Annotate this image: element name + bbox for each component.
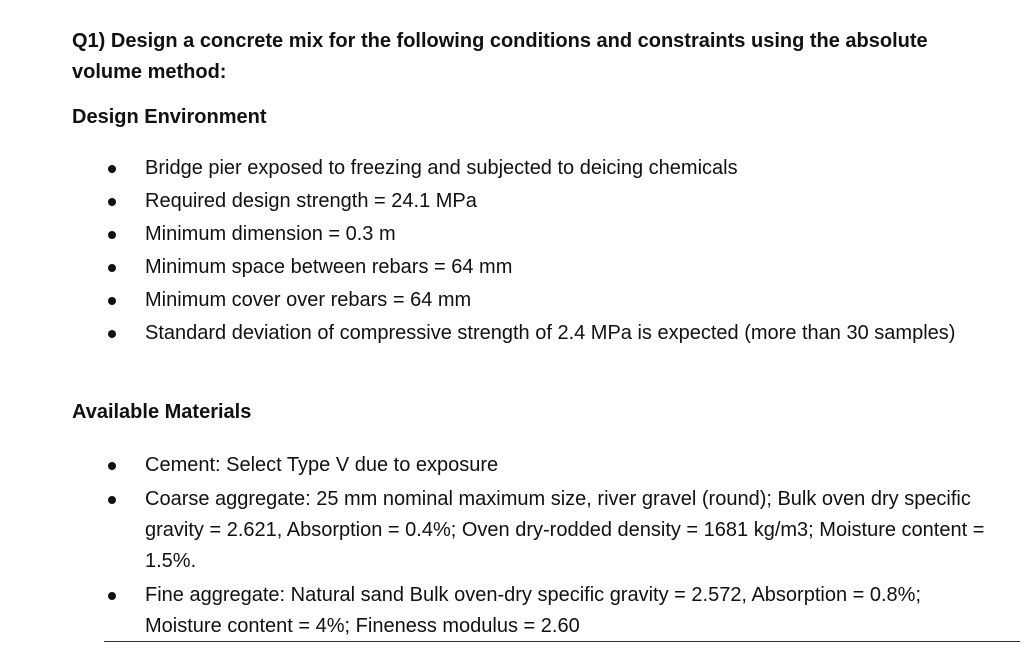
list-item-text: Cement: Select Type V due to exposure [145,454,499,476]
list-item-text: Minimum dimension = 0.3 m [145,223,396,245]
list-item-text: Coarse aggregate: 25 mm nominal maximum size, river gravel (round); Bulk oven dry specific gravity = 2.621, Absorption = 0.4%; Oven dry-rodded density = 1681 kg/m3; Moisture content = 1.5%. [145,488,985,572]
list-item [0,318,995,349]
list-item [0,153,995,184]
list-item [0,580,995,642]
list-item-text: Minimum cover over rebars = 64 mm [145,289,472,311]
list-item-text: Minimum space between rebars = 64 mm [145,256,513,278]
bullet-icon [108,198,116,206]
list-item [0,285,995,316]
bottom-divider [104,641,1020,642]
bullet-icon [108,165,116,173]
available-materials-list [0,450,1031,645]
design-environment-heading: Design Environment [72,106,267,128]
bullet-icon [108,496,116,504]
list-item-text: Required design strength = 24.1 MPa [145,190,477,212]
list-item [0,450,995,481]
bullet-icon [108,330,116,338]
list-item [0,484,995,577]
list-item-text: Standard deviation of compressive strength of 2.4 MPa is expected (more than 30 samples) [145,322,956,344]
bullet-icon [108,462,116,470]
list-item-text: Fine aggregate: Natural sand Bulk oven-dry specific gravity = 2.572, Absorption = 0.8%; Moisture content = 4%; Fineness modulus = 2.60 [145,584,921,637]
question-text: Q1) Design a concrete mix for the following conditions and constraints using the absolute volume method: [72,30,928,83]
list-item [0,186,995,217]
available-materials-heading: Available Materials [72,401,252,423]
list-item [0,219,995,250]
bullet-icon [108,592,116,600]
bullet-icon [108,297,116,305]
bullet-icon [108,231,116,239]
bullet-icon [108,264,116,272]
list-item-text: Bridge pier exposed to freezing and subjected to deicing chemicals [145,157,738,179]
design-environment-list [0,153,1031,351]
list-item [0,252,995,283]
